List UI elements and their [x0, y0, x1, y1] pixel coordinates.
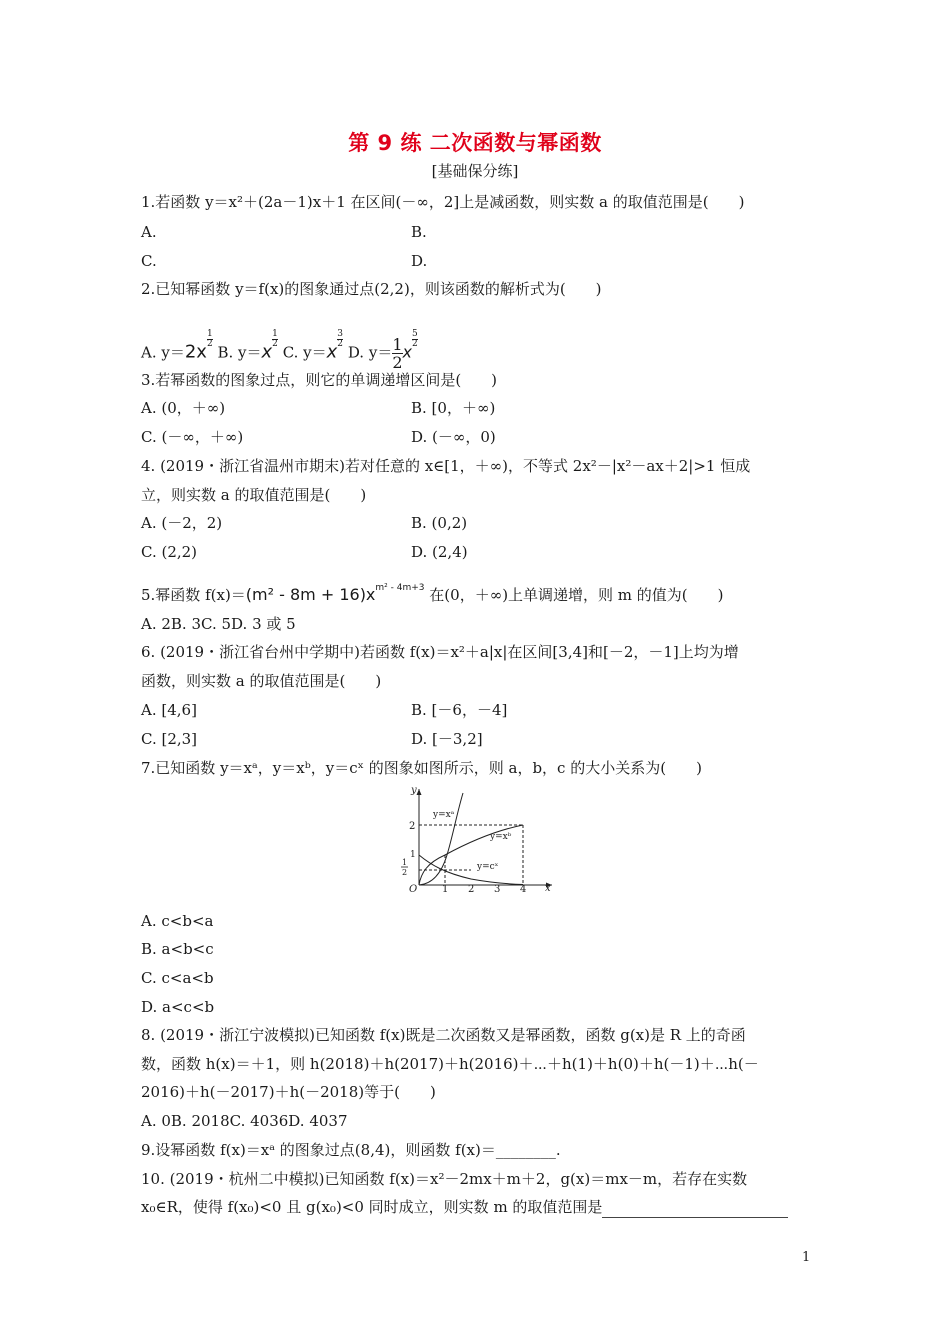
- q6-option-b: B. [－6，－4]: [411, 701, 508, 719]
- curve-x-a: [419, 793, 463, 885]
- q5-expression: (m² - 8m + 16)x: [245, 585, 376, 604]
- curve-a-label: y=xᵃ: [433, 810, 455, 820]
- origin-label: O: [409, 884, 418, 893]
- q2-d-coefficient: $\frac{1}{2}$: [392, 335, 403, 372]
- q1-option-d: D.: [411, 252, 428, 270]
- q5-exponent: m² - 4m+3: [375, 583, 425, 593]
- q2-c-exponent: $\frac{3}{2}$: [337, 329, 344, 349]
- page-title: 第 9 练 二次函数与幂函数: [348, 131, 602, 155]
- question-5: [141, 582, 724, 605]
- question-10-line-2-text: x₀∈R，使得 f(x₀)<0 且 g(x₀)<0 同时成立，则实数 m 的取值范围是: [141, 1198, 603, 1216]
- x-tick-1: 1: [442, 884, 449, 893]
- y-tick-half-den: 2: [402, 868, 408, 877]
- q1-option-c: C.: [141, 252, 157, 270]
- question-4-line-1: 4. (2019・浙江省温州市期末)若对任意的 x∈[1，＋∞)，不等式 2x²－|x²－ax＋2|>1 恒成: [141, 457, 751, 475]
- q2-options: [141, 329, 418, 372]
- q2-option-d-label: D. y＝: [347, 343, 393, 362]
- question-3: 3.若幂函数的图象过点，则它的单调递增区间是( ): [141, 371, 498, 389]
- q4-option-d: D. (2,4): [411, 543, 468, 561]
- question-6-line-2: 函数，则实数 a 的取值范围是( ): [141, 672, 382, 690]
- q2-option-c-expr: x: [326, 341, 338, 363]
- q7-option-a: A. c<b<a: [141, 912, 214, 930]
- q5-suffix: 在(0，＋∞)上单调递增，则 m 的值为( ): [429, 586, 724, 604]
- q7-option-b: B. a<b<c: [141, 940, 214, 958]
- y-tick-1: 1: [410, 850, 416, 860]
- q2-option-a-expr: 2x: [184, 341, 207, 363]
- curve-b-label: y=xᵇ: [490, 832, 512, 842]
- question-8-line-1: 8. (2019・浙江宁波模拟)已知函数 f(x)既是二次函数又是幂函数，函数 g(x)是 R 上的奇函: [141, 1026, 746, 1044]
- q2-option-c-label: C. y＝: [282, 343, 327, 362]
- q8-options: A. 0B. 2018C. 4036D. 4037: [141, 1112, 348, 1130]
- q3-option-b: B. [0，＋∞): [411, 399, 496, 417]
- q6-option-d: D. [－3,2]: [411, 730, 483, 748]
- q2-option-b-label: B. y＝: [217, 343, 262, 362]
- q4-option-a: A. (－2，2): [141, 514, 223, 532]
- q2-a-exponent: $\frac{1}{2}$: [206, 329, 213, 349]
- y-axis-arrow-icon: [417, 789, 422, 795]
- q4-option-c: C. (2,2): [141, 543, 198, 561]
- question-7: 7.已知函数 y＝xᵃ，y＝xᵇ，y＝cˣ 的图象如图所示，则 a，b，c 的大小关系为( ): [141, 759, 702, 777]
- section-heading: [基础保分练]: [431, 162, 519, 180]
- q3-option-c: C. (－∞，＋∞): [141, 428, 244, 446]
- q6-option-c: C. [2,3]: [141, 730, 198, 748]
- q3-option-d: D. (－∞，0): [411, 428, 496, 446]
- q7-option-d: D. a<c<b: [141, 998, 215, 1016]
- question-9: 9.设幂函数 f(x)＝xᵃ 的图象过点(8,4)，则函数 f(x)＝________.: [141, 1141, 561, 1159]
- x-tick-3: 3: [494, 884, 501, 893]
- q2-d-exponent: $\frac{5}{2}$: [411, 329, 418, 349]
- q2-option-a-label: A. y＝: [141, 343, 185, 362]
- q2-option-b-expr: x: [261, 341, 273, 363]
- y-tick-half-num: 1: [402, 858, 408, 867]
- q3-option-a: A. (0，＋∞): [141, 399, 226, 417]
- q5-prefix: 5.幂函数 f(x)＝: [141, 586, 246, 604]
- q1-option-a: A.: [141, 223, 157, 241]
- q4-option-b: B. (0,2): [411, 514, 468, 532]
- q2-option-d-expr: x: [402, 342, 412, 362]
- y-tick-2: 2: [409, 821, 416, 832]
- q6-option-a: A. [4,6]: [141, 701, 197, 719]
- question-8-line-3: 2016)＋h(－2017)＋h(－2018)等于( ): [141, 1083, 436, 1101]
- function-graph-figure: [397, 783, 557, 893]
- question-10-line-2: [141, 1197, 788, 1218]
- question-1: 1.若函数 y＝x²＋(2a－1)x＋1 在区间(－∞，2]上是减函数，则实数 a 的取值范围是( ): [141, 193, 745, 211]
- question-4-line-2: 立，则实数 a 的取值范围是( ): [141, 486, 367, 504]
- q2-b-exponent: $\frac{1}{2}$: [272, 329, 278, 349]
- x-axis-label: x: [545, 883, 551, 893]
- y-axis-label: y: [411, 785, 417, 796]
- x-tick-4: 4: [520, 884, 527, 893]
- question-2: 2.已知幂函数 y＝f(x)的图象通过点(2,2)，则该函数的解析式为( ): [141, 280, 602, 298]
- question-10-line-1: 10. (2019・杭州二中模拟)已知函数 f(x)＝x²－2mx＋m＋2，g(x)＝mx－m，若存在实数: [141, 1170, 748, 1188]
- question-6-line-1: 6. (2019・浙江省台州中学期中)若函数 f(x)＝x²＋a|x|在区间[3,4]和[－2，－1]上均为增: [141, 643, 739, 661]
- question-8-line-2: 数，函数 h(x)＝＋1，则 h(2018)＋h(2017)＋h(2016)＋⋯＋h(1)＋h(0)＋h(－1)＋⋯h(－: [141, 1055, 759, 1073]
- x-tick-2: 2: [468, 884, 475, 893]
- q5-options: A. 2B. 3C. 5D. 3 或 5: [141, 615, 296, 633]
- curve-c-label: y=cˣ: [477, 862, 499, 872]
- answer-blank: [602, 1197, 788, 1218]
- q1-option-b: B.: [411, 223, 427, 241]
- page-number: 1: [802, 1250, 811, 1265]
- q7-option-c: C. c<a<b: [141, 969, 214, 987]
